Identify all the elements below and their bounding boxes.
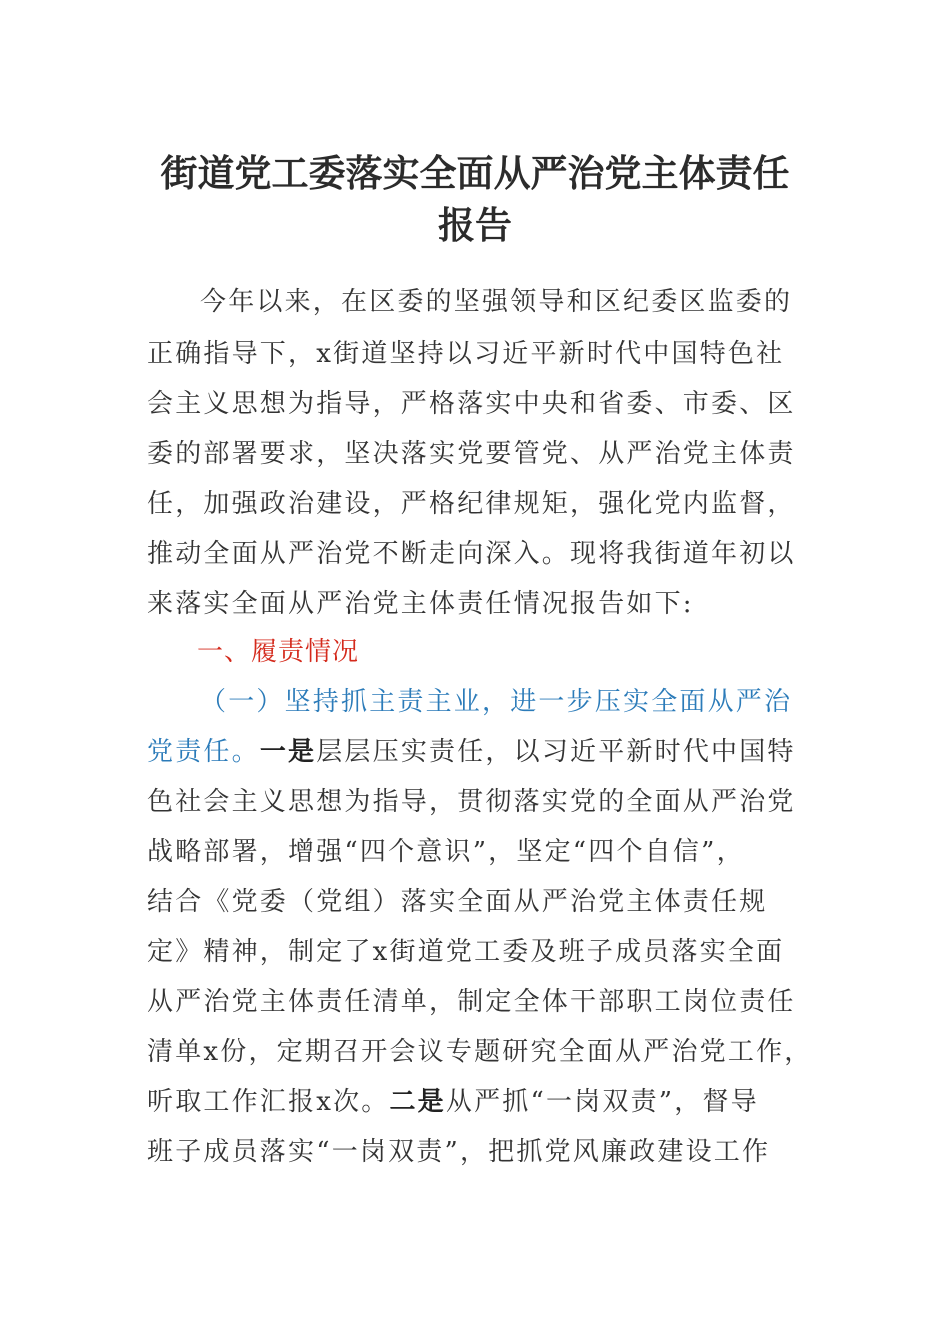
- intro-line-2: 正确指导下，x街道坚持以习近平新时代中国特色社: [147, 339, 785, 369]
- body-line-3: 战略部署，增强“四个意识”，坚定“四个自信”，: [147, 837, 745, 867]
- intro-line-1: 今年以来，在区委的坚强领导和区纪委区监委的: [200, 287, 793, 317]
- body-line-1-text: 层层压实责任，以习近平新时代中国特: [316, 737, 796, 767]
- body-line-1: [147, 732, 807, 772]
- body-line-5: 定》精神，制定了x街道党工委及班子成员落实全面: [147, 937, 785, 967]
- body-line-8: [147, 1082, 807, 1122]
- body-line-9: 班子成员落实“一岗双责”，把抓党风廉政建设工作: [147, 1137, 771, 1167]
- body-line-8-rest: 从严抓“一岗双责”，督导: [445, 1087, 759, 1117]
- document-title-line-1: 街道党工委落实全面从严治党主体责任: [160, 152, 790, 195]
- section-heading-1: 一、履责情况: [197, 637, 360, 667]
- body-line-4: 结合《党委（党组）落实全面从严治党主体责任规: [147, 887, 768, 917]
- body-line-7: 清单x份，定期召开会议专题研究全面从严治党工作，: [147, 1037, 813, 1067]
- intro-line-7: 来落实全面从严治党主体责任情况报告如下:: [147, 589, 694, 619]
- intro-line-3: 会主义思想为指导，严格落实中央和省委、市委、区: [147, 389, 796, 419]
- point-two-label: 二是: [389, 1087, 446, 1117]
- body-line-6: 从严治党主体责任清单，制定全体干部职工岗位责任: [147, 987, 796, 1017]
- subsection-heading-1: （一）坚持抓主责主业，进一步压实全面从严治: [200, 687, 793, 717]
- body-line-2: 色社会主义思想为指导，贯彻落实党的全面从严治党: [147, 787, 796, 817]
- point-one-label: 一是: [259, 737, 317, 767]
- intro-line-4: 委的部署要求，坚决落实党要管党、从严治党主体责: [147, 439, 796, 469]
- intro-line-5: 任，加强政治建设，严格纪律规矩，强化党内监督，: [147, 489, 796, 519]
- subsection-heading-1-end: 党责任。: [147, 737, 260, 767]
- body-line-8-start: 听取工作汇报x次。: [147, 1087, 390, 1117]
- document-title-line-2: 报告: [438, 204, 512, 247]
- intro-line-6: 推动全面从严治党不断走向深入。现将我街道年初以: [147, 539, 796, 569]
